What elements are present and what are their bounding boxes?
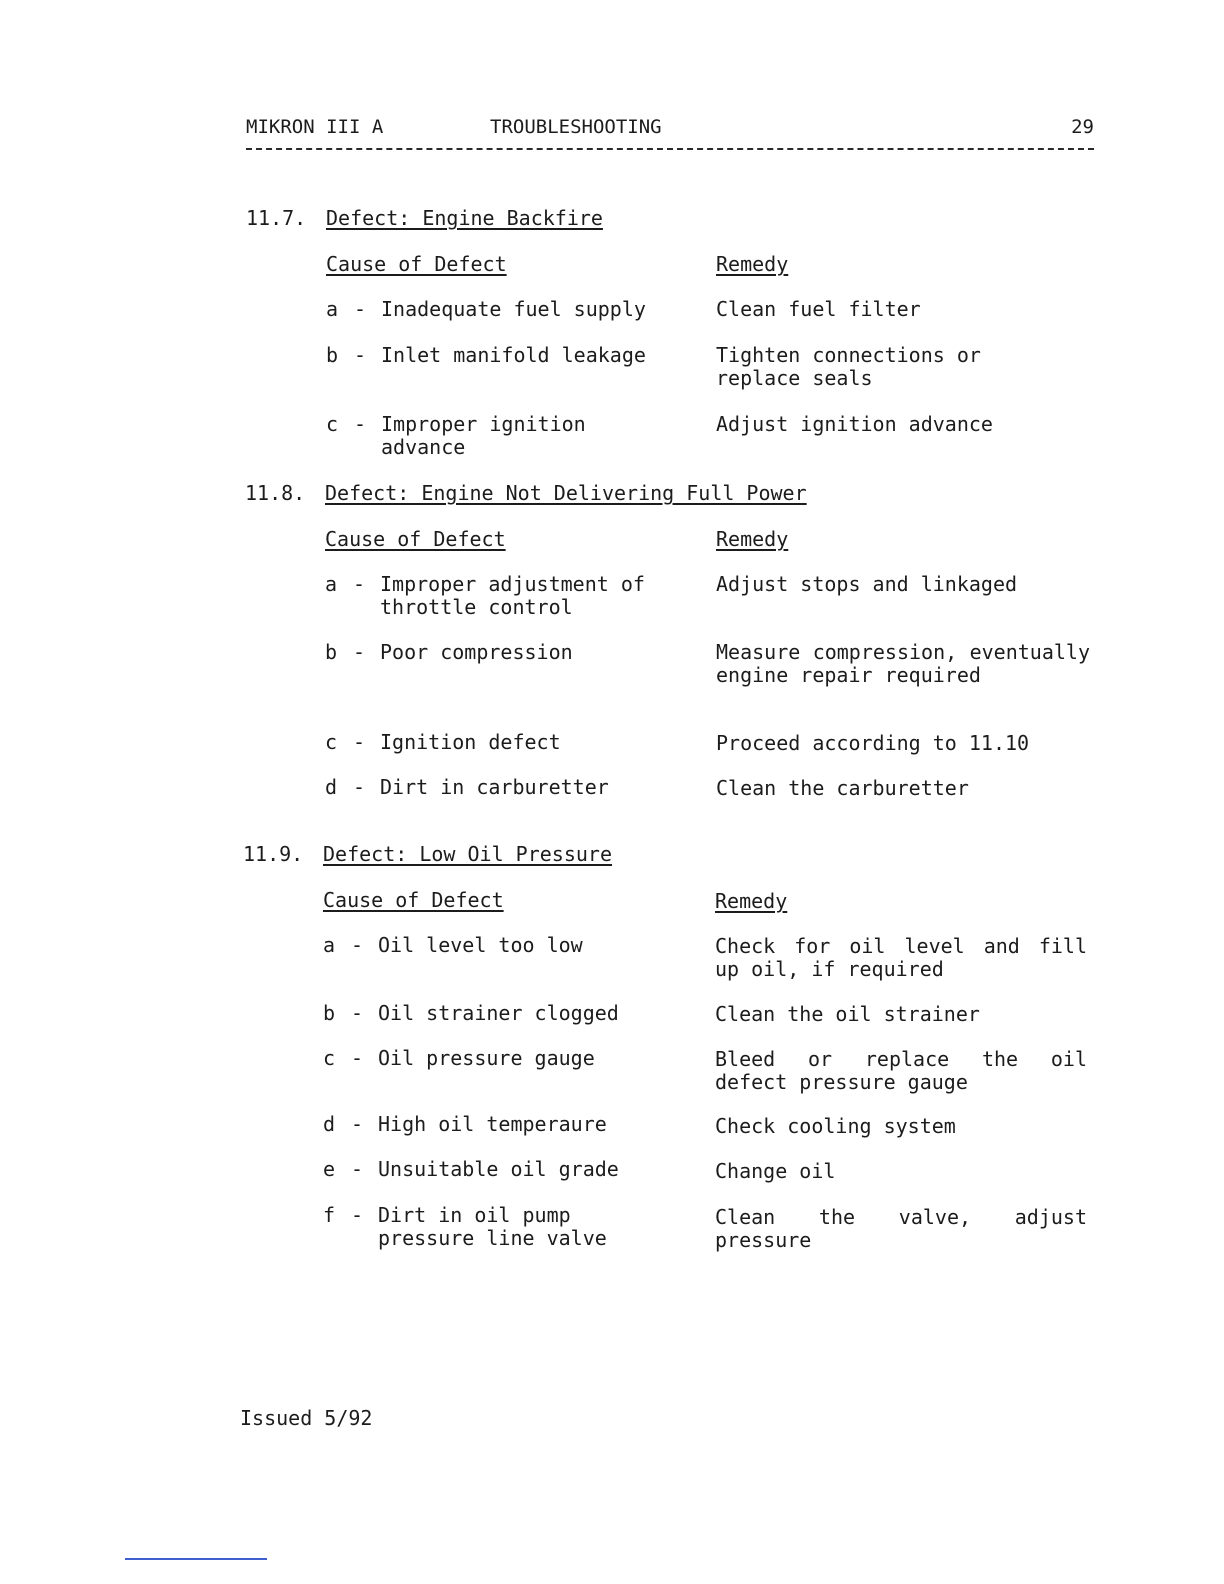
- cause-text: Dirt in carburetter: [380, 775, 609, 799]
- item-letter: d: [325, 775, 338, 799]
- page-header: [246, 116, 1094, 140]
- cause-item: [325, 776, 609, 799]
- cause-text: Inadequate fuel supply: [381, 297, 646, 321]
- section-title: Defect: Low Oil Pressure: [323, 842, 612, 866]
- item-dash: -: [351, 933, 364, 957]
- cause-text: Oil pressure gauge: [378, 1046, 595, 1070]
- cause-text: Oil strainer clogged: [378, 1001, 619, 1025]
- cause-item: [326, 413, 586, 459]
- cause-text: Poor compression: [380, 640, 573, 664]
- remedy-text: Proceed according to 11.10: [716, 731, 1030, 755]
- page-number: 29: [1071, 116, 1094, 138]
- item-dash: -: [353, 775, 366, 799]
- section-heading-11-8: [245, 481, 807, 505]
- cause-item: [325, 731, 561, 754]
- remedy-text: Adjust ignition advance: [716, 412, 993, 436]
- section-title: Defect: Engine Not Delivering Full Power: [325, 481, 807, 505]
- item-letter: b: [325, 640, 338, 664]
- item-letter: f: [323, 1203, 336, 1227]
- cause-text: Improper adjustment of throttle control: [380, 572, 645, 619]
- section-title: Defect: Engine Backfire: [326, 206, 603, 230]
- item-dash: -: [354, 343, 367, 367]
- cause-item: [323, 934, 583, 957]
- item-dash: -: [354, 297, 367, 321]
- section-heading-11-7: [246, 206, 603, 230]
- cause-text: Improper ignition advance: [381, 412, 586, 459]
- cause-text: Unsuitable oil grade: [378, 1157, 619, 1181]
- item-dash: -: [351, 1046, 364, 1070]
- cause-item: [326, 344, 646, 367]
- section-number: 11.9.: [243, 842, 304, 866]
- item-dash: -: [354, 412, 367, 436]
- remedy-text: Tighten connections or replace seals: [716, 343, 981, 390]
- item-letter: a: [326, 297, 339, 321]
- header-divider: [246, 148, 1094, 150]
- cause-text: Inlet manifold leakage: [381, 343, 646, 367]
- cause-text: High oil temperaure: [378, 1112, 607, 1136]
- cause-column-header: Cause of Defect: [323, 888, 504, 912]
- section-title: TROUBLESHOOTING: [490, 116, 662, 138]
- section-number: 11.7.: [246, 206, 307, 230]
- cause-item: [323, 1047, 595, 1070]
- item-dash: -: [353, 572, 366, 596]
- item-dash: -: [351, 1112, 364, 1136]
- cause-text: Oil level too low: [378, 933, 583, 957]
- item-dash: -: [353, 640, 366, 664]
- remedy-text: Clean fuel filter: [716, 297, 921, 321]
- remedy-text: Clean the carburetter: [716, 776, 969, 800]
- remedy-text: Check for oil level and fill up oil, if required: [715, 934, 1087, 981]
- remedy-text: Change oil: [715, 1159, 836, 1183]
- item-letter: c: [325, 730, 338, 754]
- item-letter: e: [323, 1157, 336, 1181]
- cause-item: [323, 1002, 619, 1025]
- cause-item: [325, 573, 645, 619]
- remedy-text: Measure compression, eventually engine repair required: [716, 640, 1090, 687]
- remedy-column-header: Remedy: [716, 252, 789, 276]
- item-dash: -: [351, 1203, 364, 1227]
- cause-column-header: Cause of Defect: [326, 252, 507, 276]
- cause-item: [323, 1158, 619, 1181]
- item-letter: c: [326, 412, 339, 436]
- issued-date: Issued 5/92: [240, 1406, 373, 1430]
- cause-item: [326, 298, 646, 321]
- remedy-text: Clean the valve, adjust pressure: [715, 1205, 1087, 1252]
- cause-column-header: Cause of Defect: [325, 527, 506, 551]
- section-heading-11-9: [243, 842, 612, 866]
- remedy-text: Bleed or replace the oil defect pressure gauge: [715, 1047, 1087, 1094]
- item-letter: b: [326, 343, 339, 367]
- item-letter: b: [323, 1001, 336, 1025]
- item-dash: -: [351, 1001, 364, 1025]
- remedy-column-header: Remedy: [716, 527, 789, 551]
- item-letter: a: [323, 933, 336, 957]
- item-letter: d: [323, 1112, 336, 1136]
- cause-item: [325, 641, 573, 664]
- remedy-column-header: Remedy: [715, 889, 788, 913]
- remedy-text: Clean the oil strainer: [715, 1002, 980, 1026]
- cause-text: Ignition defect: [380, 730, 561, 754]
- cause-item: [323, 1204, 607, 1250]
- remedy-text: Check cooling system: [715, 1114, 956, 1138]
- document-title: MIKRON III A: [246, 116, 384, 138]
- section-number: 11.8.: [245, 481, 306, 505]
- item-dash: -: [351, 1157, 364, 1181]
- footer-rule: [125, 1558, 267, 1560]
- cause-text: Dirt in oil pump pressure line valve: [378, 1203, 607, 1250]
- item-dash: -: [353, 730, 366, 754]
- item-letter: c: [323, 1046, 336, 1070]
- remedy-text: Adjust stops and linkaged: [716, 572, 1018, 596]
- item-letter: a: [325, 572, 338, 596]
- cause-item: [323, 1113, 607, 1136]
